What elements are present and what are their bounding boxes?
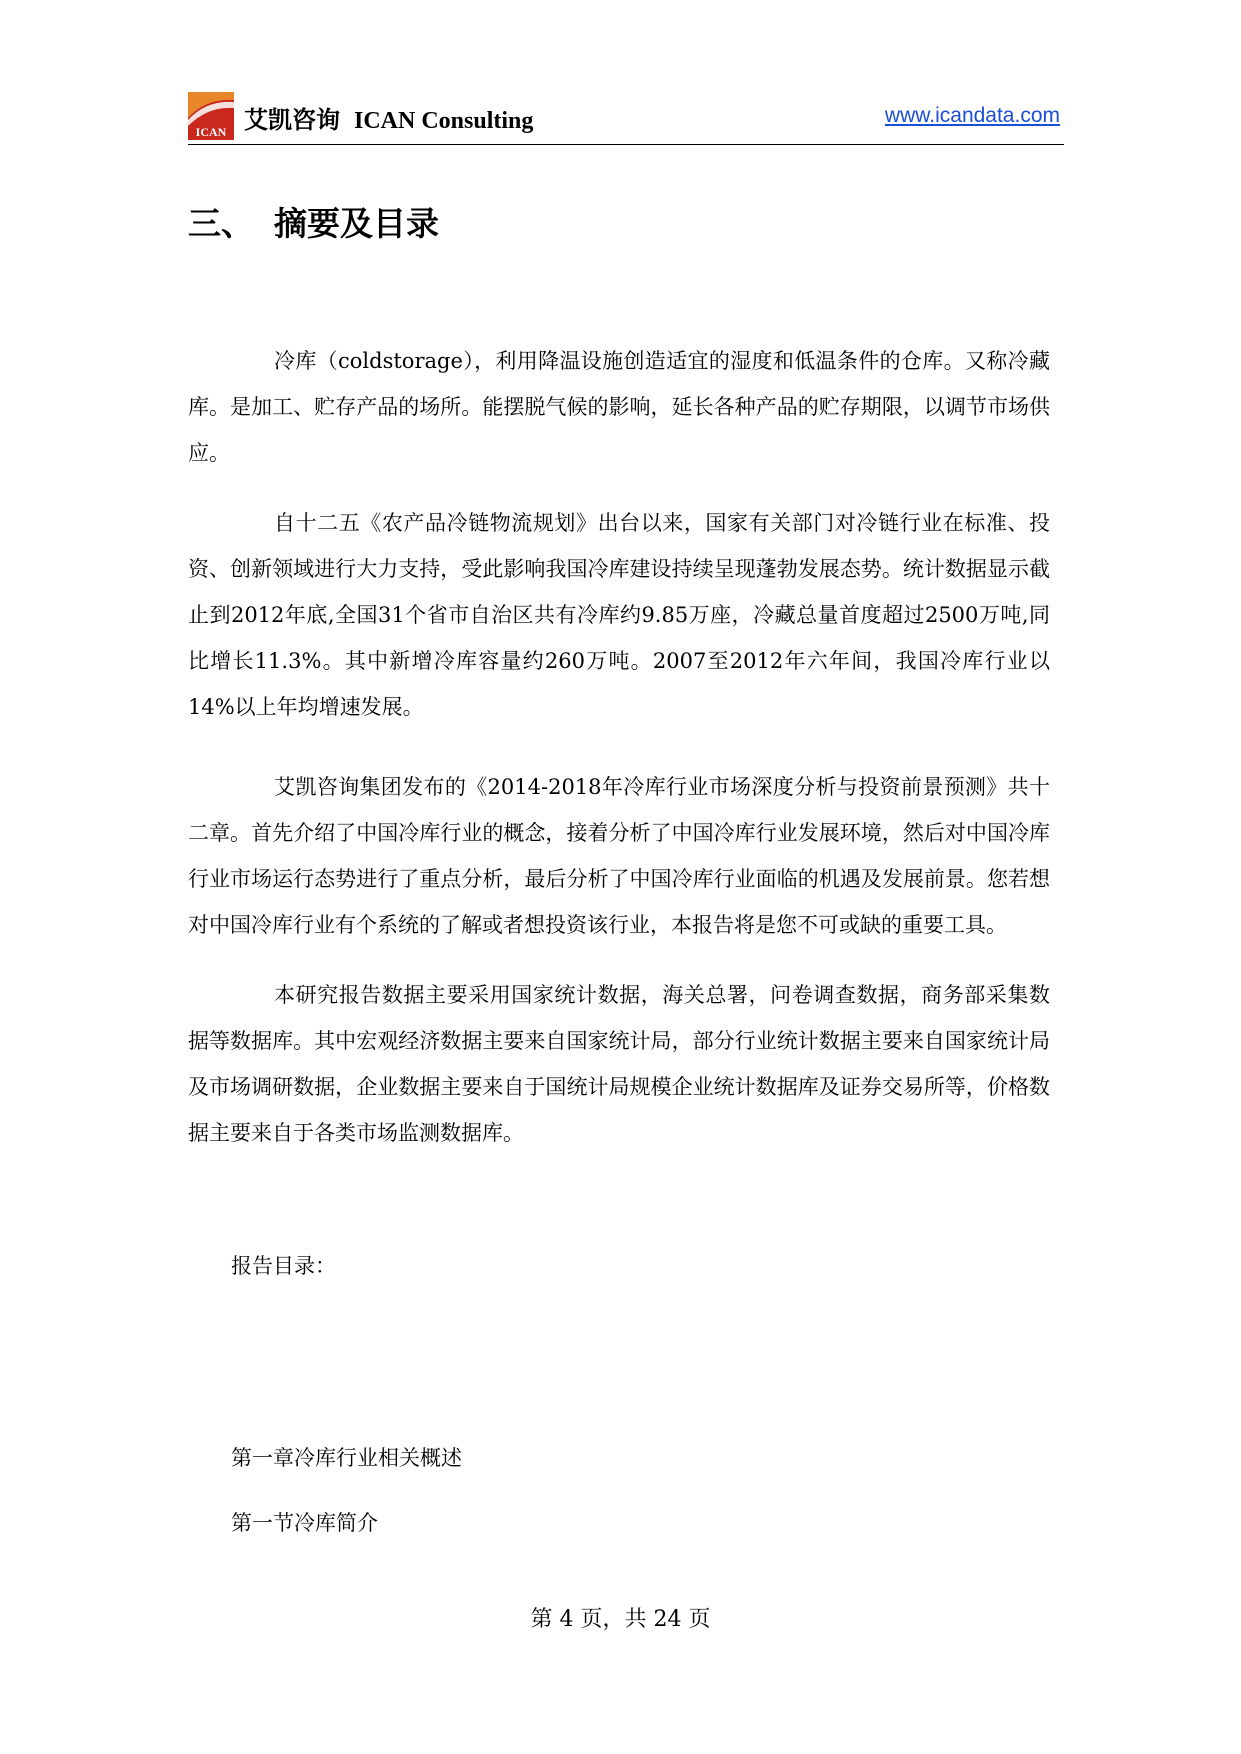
page-number: 第 4 页，共 24 页 [530, 1607, 711, 1632]
toc-label: 报告目录： [231, 1254, 336, 1278]
logo-text: ICAN [195, 125, 227, 139]
brand-name [244, 100, 533, 135]
toc-chapter-1: 第一章冷库行业相关概述 [231, 1446, 462, 1470]
section-heading [188, 198, 439, 245]
website-link[interactable]: www.icandata.com [884, 104, 1060, 127]
brand-en: ICAN Consulting [354, 108, 534, 134]
paragraph-report: 艾凯咨询集团发布的《2014-2018年冷库行业市场深度分析与投资前景预测》共十二章。首先介绍了中国冷库行业的概念，接着分析了中国冷库行业发展环境，然后对中国冷库行业市场运行态势进行了重点分析，最后分析了中国冷库行业面临的机遇及发展前景。您若想对中国冷库行业有个系统的了解或者想投资该行业，本报告将是您不可或缺的重要工具。 [188, 775, 1050, 937]
section-title: 摘要及目录 [274, 204, 439, 243]
section-number: 三、 [188, 204, 254, 243]
paragraph-intro: 冷库（coldstorage），利用降温设施创造适宜的湿度和低温条件的仓库。又称冷藏库。是加工、贮存产品的场所。能摆脱气候的影响，延长各种产品的贮存期限，以调节市场供应。 [188, 349, 1050, 465]
toc-section-1: 第一节冷库简介 [231, 1511, 378, 1535]
page-header [188, 90, 1064, 145]
paragraph-sources: 本研究报告数据主要采用国家统计数据，海关总署，问卷调查数据，商务部采集数据等数据库。其中宏观经济数据主要来自国家统计局，部分行业统计数据主要来自国家统计局及市场调研数据，企业数据主要来自于国统计局规模企业统计数据库及证券交易所等，价格数据主要来自于各类市场监测数据库。 [188, 983, 1050, 1145]
brand-cn: 艾凯咨询 [244, 106, 340, 134]
paragraph-market: 自十二五《农产品冷链物流规划》出台以来，国家有关部门对冷链行业在标准、投资、创新领域进行大力支持，受此影响我国冷库建设持续呈现蓬勃发展态势。统计数据显示截止到2012年底,全国31个省市自治区共有冷库约9.85万座，冷藏总量首度超过2500万吨,同比增长11.3%。其中新增冷库容量约260万吨。2007至2012年六年间，我国冷库行业以14%以上年均增速发展。 [188, 511, 1050, 719]
ican-logo-icon [188, 92, 234, 140]
